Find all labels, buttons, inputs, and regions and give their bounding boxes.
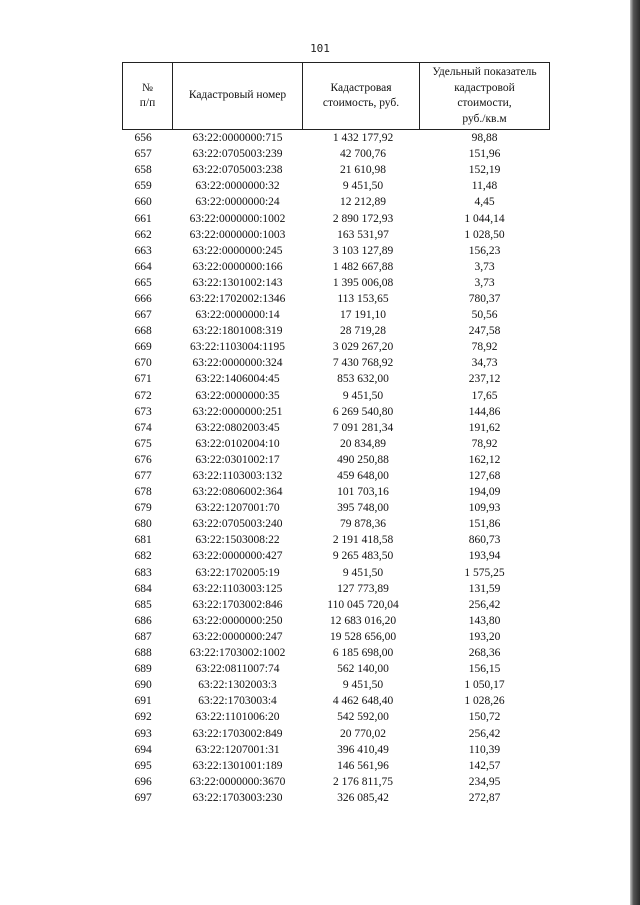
cadastral-number: 63:22:0000000:245 — [192, 244, 283, 257]
cadastral-number: 63:22:0705003:238 — [192, 164, 283, 177]
table-row — [123, 146, 550, 162]
cadastral-cost: 395 748,00 — [337, 502, 389, 515]
header-cadastral-cost — [303, 63, 420, 130]
table-row — [123, 452, 550, 468]
table-row — [123, 790, 550, 806]
table-row — [123, 709, 550, 725]
header-cadastral-number — [173, 63, 303, 130]
cadastral-number: 63:22:0000000:715 — [192, 132, 283, 145]
cadastral-cost: 9 265 483,50 — [332, 550, 394, 563]
cadastral-number: 63:22:0811007:74 — [195, 663, 280, 676]
row-number: 677 — [134, 470, 152, 483]
specific-index: 237,12 — [468, 373, 501, 386]
table-row — [123, 645, 550, 661]
cadastral-number: 63:22:1801008:319 — [192, 325, 283, 338]
table-row — [123, 565, 550, 581]
cadastral-cost: 7 430 768,92 — [332, 357, 394, 370]
cadastral-cost: 459 648,00 — [337, 470, 389, 483]
cadastral-number: 63:22:0000000:166 — [192, 260, 283, 273]
specific-index: 256,42 — [468, 727, 501, 740]
row-number: 666 — [134, 292, 152, 305]
cadastral-cost: 9 451,50 — [342, 180, 384, 193]
table-body — [123, 130, 550, 806]
row-number: 686 — [134, 614, 152, 627]
table-header — [123, 63, 550, 130]
cadastral-number: 63:22:1301002:143 — [192, 276, 283, 289]
cadastral-number: 63:22:0000000:1002 — [189, 212, 286, 225]
specific-index: 3,73 — [474, 276, 495, 289]
page-number: 101 — [310, 42, 330, 55]
row-number: 675 — [134, 437, 152, 450]
table-row — [123, 210, 550, 226]
row-number: 681 — [134, 534, 152, 547]
cadastral-number: 63:22:1703003:4 — [198, 695, 277, 708]
cadastral-number: 63:22:1702002:1346 — [189, 292, 286, 305]
row-number: 676 — [134, 453, 152, 466]
header-specific-index-label: Удельный показатель кадастровой стоимости, руб./кв.м — [432, 66, 537, 125]
cadastral-number: 63:22:0000000:24 — [195, 196, 280, 209]
table-row — [123, 404, 550, 420]
table-row — [123, 291, 550, 307]
cadastral-cost: 1 432 177,92 — [332, 132, 394, 145]
cadastral-number: 63:22:0000000:14 — [195, 309, 280, 322]
row-number: 663 — [134, 244, 152, 257]
specific-index: 98,88 — [471, 132, 498, 145]
cadastral-number: 63:22:0000000:3670 — [189, 775, 286, 788]
cadastral-table — [122, 62, 550, 806]
specific-index: 1 028,26 — [464, 695, 505, 708]
row-number: 670 — [134, 357, 152, 370]
cadastral-number: 63:22:1703002:1002 — [189, 647, 286, 660]
row-number: 678 — [134, 486, 152, 499]
table-row — [123, 774, 550, 790]
table-row — [123, 629, 550, 645]
specific-index: 127,68 — [468, 470, 501, 483]
table-row — [123, 661, 550, 677]
specific-index: 3,73 — [474, 260, 495, 273]
specific-index: 34,73 — [471, 357, 498, 370]
cadastral-cost: 3 103 127,89 — [332, 244, 394, 257]
cadastral-number: 63:22:0000000:427 — [192, 550, 283, 563]
row-number: 660 — [134, 196, 152, 209]
table-row — [123, 339, 550, 355]
cadastral-cost: 101 703,16 — [337, 486, 389, 499]
row-number: 697 — [134, 791, 152, 804]
row-number: 683 — [134, 566, 152, 579]
table-row — [123, 500, 550, 516]
table-row — [123, 597, 550, 613]
cadastral-cost: 12 683 016,20 — [329, 614, 397, 627]
cadastral-cost: 79 878,36 — [340, 518, 386, 531]
specific-index: 50,56 — [471, 309, 498, 322]
specific-index: 151,86 — [468, 518, 501, 531]
table-row — [123, 548, 550, 564]
table-row — [123, 532, 550, 548]
cadastral-cost: 1 395 006,08 — [332, 276, 394, 289]
row-number: 684 — [134, 582, 152, 595]
cadastral-number: 63:22:1207001:70 — [195, 502, 280, 515]
cadastral-number: 63:22:1207001:31 — [195, 743, 280, 756]
row-number: 682 — [134, 550, 152, 563]
cadastral-cost: 21 610,98 — [340, 164, 386, 177]
cadastral-cost: 42 700,76 — [340, 148, 386, 161]
cadastral-number: 63:22:1103004:1195 — [190, 341, 285, 354]
cadastral-cost: 12 212,89 — [340, 196, 386, 209]
table-row — [123, 162, 550, 178]
table-row — [123, 371, 550, 387]
cadastral-number: 63:22:0000000:324 — [192, 357, 283, 370]
cadastral-number: 63:22:1406004:45 — [195, 373, 280, 386]
row-number: 669 — [134, 341, 152, 354]
row-number: 661 — [134, 212, 152, 225]
table-row — [123, 742, 550, 758]
specific-index: 156,23 — [468, 244, 501, 257]
row-number: 667 — [134, 309, 152, 322]
table-row — [123, 677, 550, 693]
table-row — [123, 468, 550, 484]
specific-index: 268,36 — [468, 647, 501, 660]
row-number: 668 — [134, 325, 152, 338]
cadastral-cost: 2 191 418,58 — [332, 534, 394, 547]
specific-index: 1 575,25 — [464, 566, 505, 579]
specific-index: 247,58 — [468, 325, 501, 338]
cadastral-cost: 9 451,50 — [342, 389, 384, 402]
cadastral-number: 63:22:1103003:132 — [192, 470, 283, 483]
table-row — [123, 259, 550, 275]
cadastral-number: 63:22:0806002:364 — [192, 486, 283, 499]
cadastral-cost: 110 045 720,04 — [327, 598, 399, 611]
row-number: 696 — [134, 775, 152, 788]
table-row — [123, 355, 550, 371]
row-number: 688 — [134, 647, 152, 660]
table-row — [123, 307, 550, 323]
table-row — [123, 725, 550, 741]
cadastral-number: 63:22:1703003:230 — [192, 791, 283, 804]
cadastral-cost: 28 719,28 — [340, 325, 386, 338]
specific-index: 151,96 — [468, 148, 501, 161]
cadastral-cost: 2 176 811,75 — [333, 775, 393, 788]
header-cadastral-cost-label: Кадастровая стоимость, руб. — [322, 81, 400, 109]
row-number: 691 — [134, 695, 152, 708]
cadastral-number: 63:22:0301002:17 — [195, 453, 280, 466]
table-row — [123, 420, 550, 436]
cadastral-number: 63:22:1503008:22 — [195, 534, 280, 547]
specific-index: 194,09 — [468, 486, 501, 499]
specific-index: 11,48 — [471, 180, 498, 193]
row-number: 656 — [134, 132, 152, 145]
row-number: 662 — [134, 228, 152, 241]
row-number: 658 — [134, 164, 152, 177]
row-number: 673 — [134, 405, 152, 418]
specific-index: 156,15 — [468, 663, 501, 676]
specific-index: 860,73 — [468, 534, 501, 547]
cadastral-cost: 113 153,65 — [337, 292, 389, 305]
cadastral-cost: 20 770,02 — [340, 727, 386, 740]
row-number: 690 — [134, 679, 152, 692]
specific-index: 150,72 — [468, 711, 501, 724]
specific-index: 17,65 — [471, 389, 498, 402]
cadastral-cost: 146 561,96 — [337, 759, 389, 772]
specific-index: 131,59 — [468, 582, 501, 595]
cadastral-number: 63:22:1301001:189 — [192, 759, 283, 772]
cadastral-number: 63:22:0802003:45 — [195, 421, 280, 434]
cadastral-number: 63:22:0102004:10 — [195, 437, 280, 450]
specific-index: 1 044,14 — [464, 212, 505, 225]
cadastral-number: 63:22:0705003:239 — [192, 148, 283, 161]
specific-index: 162,12 — [468, 453, 501, 466]
row-number: 679 — [134, 502, 152, 515]
specific-index: 78,92 — [471, 341, 498, 354]
cadastral-cost: 6 269 540,80 — [332, 405, 394, 418]
specific-index: 78,92 — [471, 437, 498, 450]
header-cadastral-number-label: Кадастровый номер — [188, 89, 287, 102]
table-row — [123, 693, 550, 709]
table-row — [123, 323, 550, 339]
cadastral-cost: 490 250,88 — [337, 453, 389, 466]
cadastral-cost: 853 632,00 — [337, 373, 389, 386]
cadastral-cost: 4 462 648,40 — [332, 695, 394, 708]
table-row — [123, 178, 550, 194]
specific-index: 109,93 — [468, 502, 501, 515]
specific-index: 193,94 — [468, 550, 501, 563]
table-row — [123, 227, 550, 243]
specific-index: 1 050,17 — [464, 679, 505, 692]
cadastral-number: 63:22:0705003:240 — [192, 518, 283, 531]
row-number: 687 — [134, 630, 152, 643]
row-number: 692 — [134, 711, 152, 724]
row-number: 664 — [134, 260, 152, 273]
specific-index: 234,95 — [468, 775, 501, 788]
cadastral-cost: 19 528 656,00 — [329, 630, 397, 643]
table-row — [123, 484, 550, 500]
row-number: 657 — [134, 148, 152, 161]
cadastral-cost: 542 592,00 — [337, 711, 389, 724]
header-row — [123, 63, 550, 130]
specific-index: 256,42 — [468, 598, 501, 611]
table-row — [123, 388, 550, 404]
row-number: 695 — [134, 759, 152, 772]
row-number: 671 — [134, 373, 152, 386]
cadastral-number: 63:22:1103003:125 — [192, 582, 283, 595]
cadastral-number: 63:22:1703002:846 — [192, 598, 283, 611]
cadastral-cost: 562 140,00 — [337, 663, 389, 676]
cadastral-cost: 163 531,97 — [337, 228, 389, 241]
row-number: 659 — [134, 180, 152, 193]
specific-index: 143,80 — [468, 614, 501, 627]
row-number: 685 — [134, 598, 152, 611]
cadastral-number: 63:22:0000000:251 — [192, 405, 283, 418]
specific-index: 4,45 — [474, 196, 495, 209]
cadastral-number: 63:22:0000000:35 — [195, 389, 280, 402]
cadastral-number: 63:22:0000000:1003 — [189, 228, 286, 241]
row-number: 680 — [134, 518, 152, 531]
cadastral-cost: 396 410,49 — [337, 743, 389, 756]
row-number: 672 — [134, 389, 152, 402]
table-row — [123, 194, 550, 210]
specific-index: 191,62 — [468, 421, 501, 434]
header-number-label: № п/п — [139, 81, 156, 109]
specific-index: 1 028,50 — [464, 228, 505, 241]
specific-index: 272,87 — [468, 791, 501, 804]
specific-index: 142,57 — [468, 759, 501, 772]
header-number — [123, 63, 173, 130]
cadastral-cost: 3 029 267,20 — [332, 341, 394, 354]
cadastral-cost: 326 085,42 — [337, 791, 389, 804]
specific-index: 110,39 — [468, 743, 501, 756]
cadastral-number: 63:22:1703002:849 — [192, 727, 283, 740]
cadastral-cost: 17 191,10 — [340, 309, 386, 322]
table-row — [123, 581, 550, 597]
cadastral-number: 63:22:1302003:3 — [198, 679, 277, 692]
row-number: 694 — [134, 743, 152, 756]
cadastral-cost: 6 185 698,00 — [332, 647, 394, 660]
table-row — [123, 130, 550, 147]
row-number: 693 — [134, 727, 152, 740]
scan-edge-shadow — [630, 0, 640, 905]
cadastral-cost: 7 091 281,34 — [332, 421, 394, 434]
row-number: 665 — [134, 276, 152, 289]
header-specific-index — [420, 63, 550, 130]
specific-index: 144,86 — [468, 405, 501, 418]
row-number: 689 — [134, 663, 152, 676]
cadastral-number: 63:22:0000000:32 — [195, 180, 280, 193]
cadastral-number: 63:22:1702005:19 — [195, 566, 280, 579]
cadastral-cost: 1 482 667,88 — [332, 260, 394, 273]
cadastral-cost: 20 834,89 — [340, 437, 386, 450]
cadastral-number: 63:22:1101006:20 — [195, 711, 280, 724]
row-number: 674 — [134, 421, 152, 434]
specific-index: 152,19 — [468, 164, 501, 177]
table-row — [123, 275, 550, 291]
cadastral-number: 63:22:0000000:247 — [192, 630, 283, 643]
table-row — [123, 516, 550, 532]
table-row — [123, 758, 550, 774]
cadastral-cost: 9 451,50 — [342, 566, 384, 579]
cadastral-number: 63:22:0000000:250 — [192, 614, 283, 627]
cadastral-cost: 127 773,89 — [337, 582, 389, 595]
cadastral-cost: 9 451,50 — [342, 679, 384, 692]
specific-index: 780,37 — [468, 292, 501, 305]
table-row — [123, 436, 550, 452]
specific-index: 193,20 — [468, 630, 501, 643]
cadastral-cost: 2 890 172,93 — [332, 212, 394, 225]
table-row — [123, 243, 550, 259]
table-row — [123, 613, 550, 629]
